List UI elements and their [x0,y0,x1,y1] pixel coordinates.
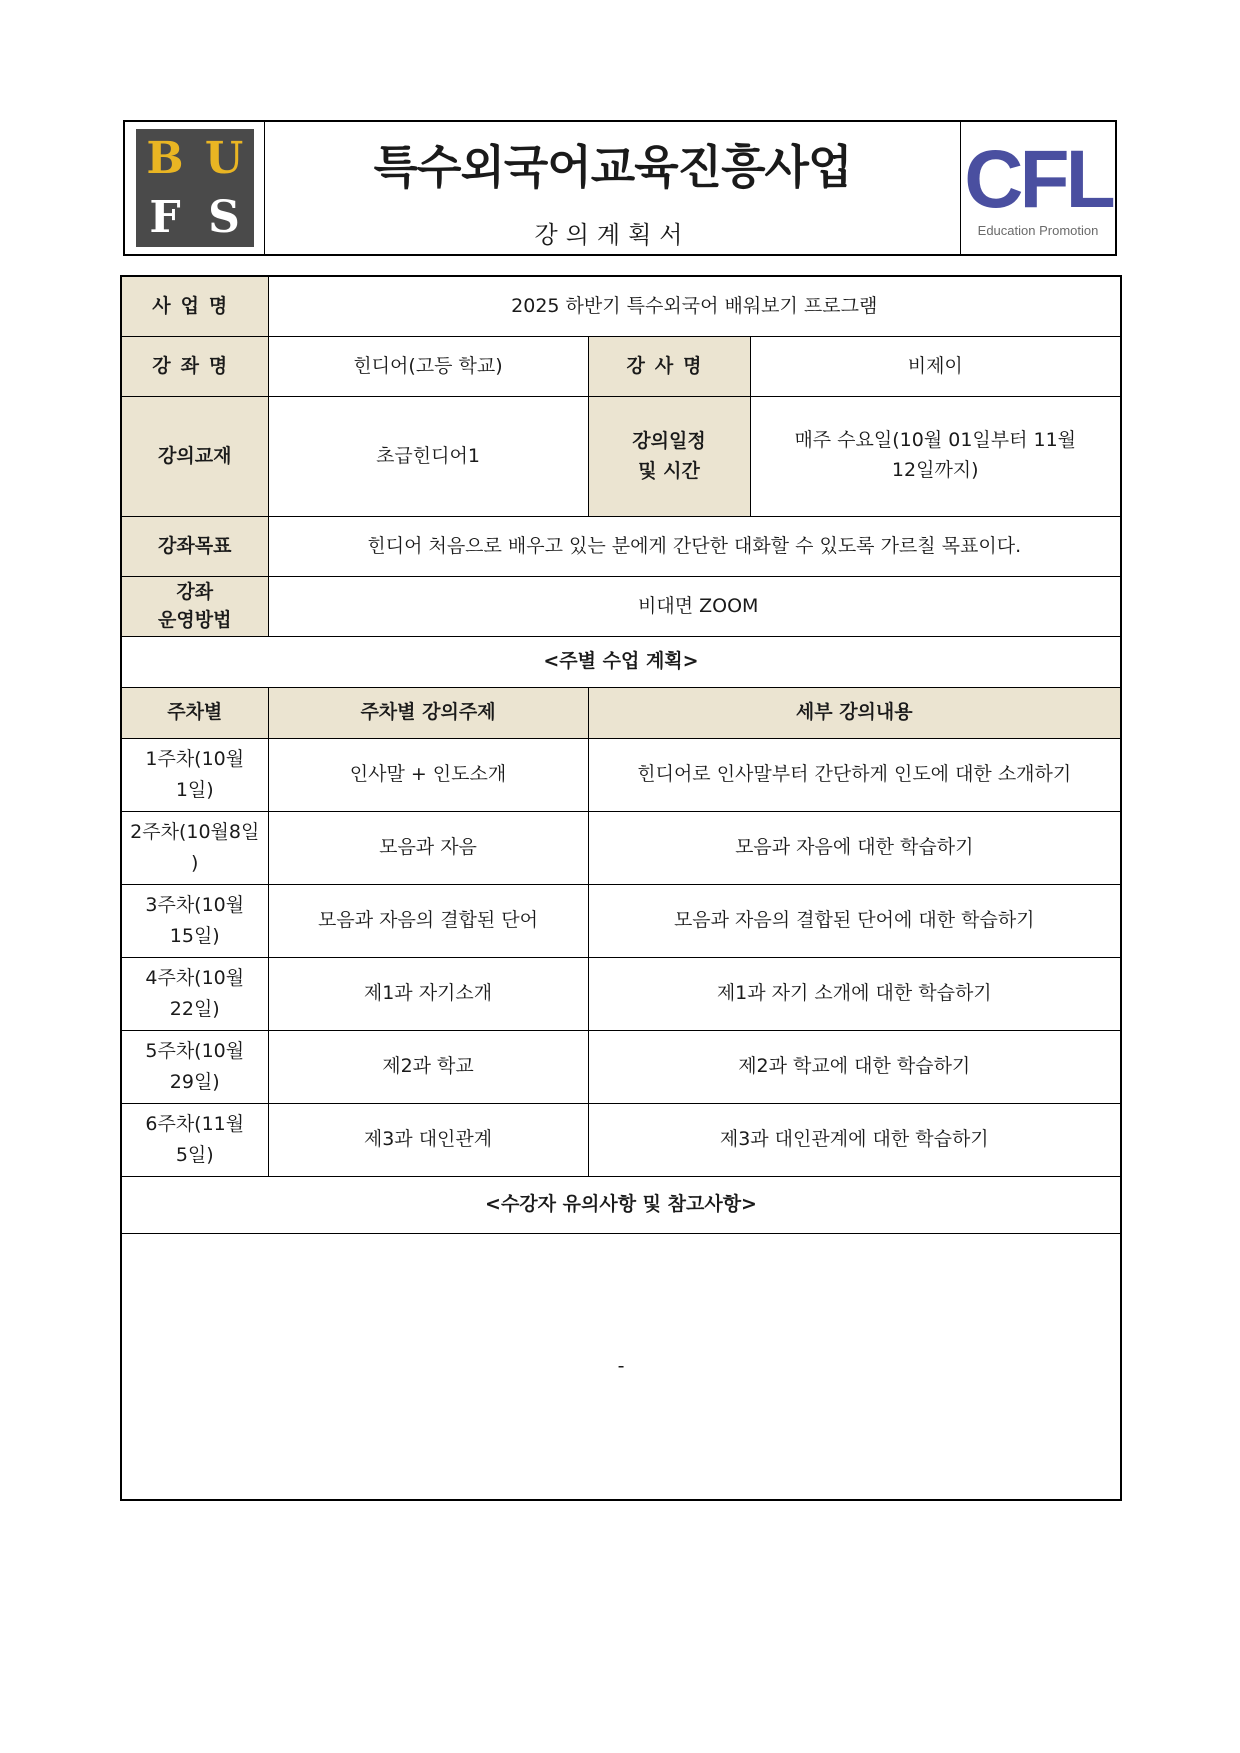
detail-cell: 힌디어로 인사말부터 간단하게 인도에 대한 소개하기 [588,738,1121,811]
week-cell-line: 5주차(10월 [145,1040,245,1063]
week-column-header: 주차별 [121,687,268,738]
week-row [121,738,1121,811]
project-value: 2025 하반기 특수외국어 배워보기 프로그램 [268,276,1121,336]
detail-cell: 모음과 자음에 대한 학습하기 [588,811,1121,884]
method-value: 비대면 ZOOM [268,576,1121,636]
notes-section-row [121,1176,1121,1233]
week-cell [121,884,268,957]
notes-content: - [121,1233,1121,1500]
detail-column-header: 세부 강의내용 [588,687,1121,738]
week-row [121,1103,1121,1176]
week-row [121,884,1121,957]
topic-cell: 제1과 자기소개 [268,957,588,1030]
method-row [121,576,1121,636]
topic-cell: 모음과 자음의 결합된 단어 [268,884,588,957]
week-row [121,1030,1121,1103]
weekly-section-title: <주별 수업 계획> [121,636,1121,687]
schedule-value-line: 매주 수요일(10월 01일부터 11월 [794,428,1077,451]
week-cell [121,738,268,811]
week-cell-line: 29일) [169,1070,220,1093]
topic-cell: 제3과 대인관계 [268,1103,588,1176]
goal-value: 힌디어 처음으로 배우고 있는 분에게 간단한 대화할 수 있도록 가르칠 목표이다. [268,516,1121,576]
week-cell-line: 15일) [169,924,220,947]
bufs-logo-letter: U [204,133,244,184]
syllabus-table [120,275,1122,1501]
week-cell [121,1103,268,1176]
detail-cell: 모음과 자음의 결합된 단어에 대한 학습하기 [588,884,1121,957]
week-cell-line: 1주차(10월 [145,748,245,771]
cfl-logo-text: CFL [964,133,1112,225]
week-cell-line: ) [191,851,199,874]
week-cell-line: 2주차(10월8일 [130,821,260,844]
schedule-label-line: 강의일정 [632,429,706,452]
weekly-header-row [121,687,1121,738]
document-header [123,120,1117,256]
topic-cell: 인사말 + 인도소개 [268,738,588,811]
textbook-label: 강의교재 [121,396,268,516]
bufs-logo [136,129,254,247]
week-cell [121,957,268,1030]
week-cell-line: 3주차(10월 [145,894,245,917]
notes-section-title: <수강자 유의사항 및 참고사항> [121,1176,1121,1233]
textbook-row [121,396,1121,516]
schedule-value [750,396,1121,516]
course-row [121,336,1121,396]
detail-cell: 제3과 대인관계에 대한 학습하기 [588,1103,1121,1176]
document-title: 특수외국어교육진흥사업 [373,139,852,194]
header-title-cell [265,122,961,254]
topic-cell: 제2과 학교 [268,1030,588,1103]
textbook-value: 초급힌디어1 [268,396,588,516]
week-cell-line: 22일) [169,997,220,1020]
schedule-label [588,396,750,516]
project-label: 사업명 [121,276,268,336]
topic-column-header: 주차별 강의주제 [268,687,588,738]
notes-content-row [121,1233,1121,1500]
topic-cell: 모음과 자음 [268,811,588,884]
project-row [121,276,1121,336]
cfl-logo [961,122,1115,254]
instructor-value: 비제이 [750,336,1121,396]
week-cell-line: 6주차(11월 [145,1113,245,1136]
goal-row [121,516,1121,576]
week-cell [121,1030,268,1103]
bufs-logo-letter: S [208,192,240,243]
course-value: 힌디어(고등 학교) [268,336,588,396]
week-cell-line: 1일) [175,778,214,801]
instructor-label: 강사명 [588,336,750,396]
cfl-logo-subtext: Education Promotion [977,222,1099,238]
method-label [121,576,268,636]
week-row [121,957,1121,1030]
week-cell-line: 4주차(10월 [145,967,245,990]
week-cell-line: 5일) [175,1143,214,1166]
course-label: 강좌명 [121,336,268,396]
detail-cell: 제2과 학교에 대한 학습하기 [588,1030,1121,1103]
method-label-line: 강좌 [176,580,214,603]
week-cell [121,811,268,884]
bufs-logo-letter: B [146,133,184,184]
schedule-label-line: 및 시간 [638,460,700,482]
document-subtitle: 강의계획서 [534,220,691,249]
week-row [121,811,1121,884]
method-label-line: 운영방법 [158,609,232,631]
schedule-value-line: 12일까지) [891,458,979,481]
bufs-logo-cell [125,122,265,254]
weekly-section-row [121,636,1121,687]
detail-cell: 제1과 자기 소개에 대한 학습하기 [588,957,1121,1030]
goal-label: 강좌목표 [121,516,268,576]
bufs-logo-letter: F [149,192,181,243]
